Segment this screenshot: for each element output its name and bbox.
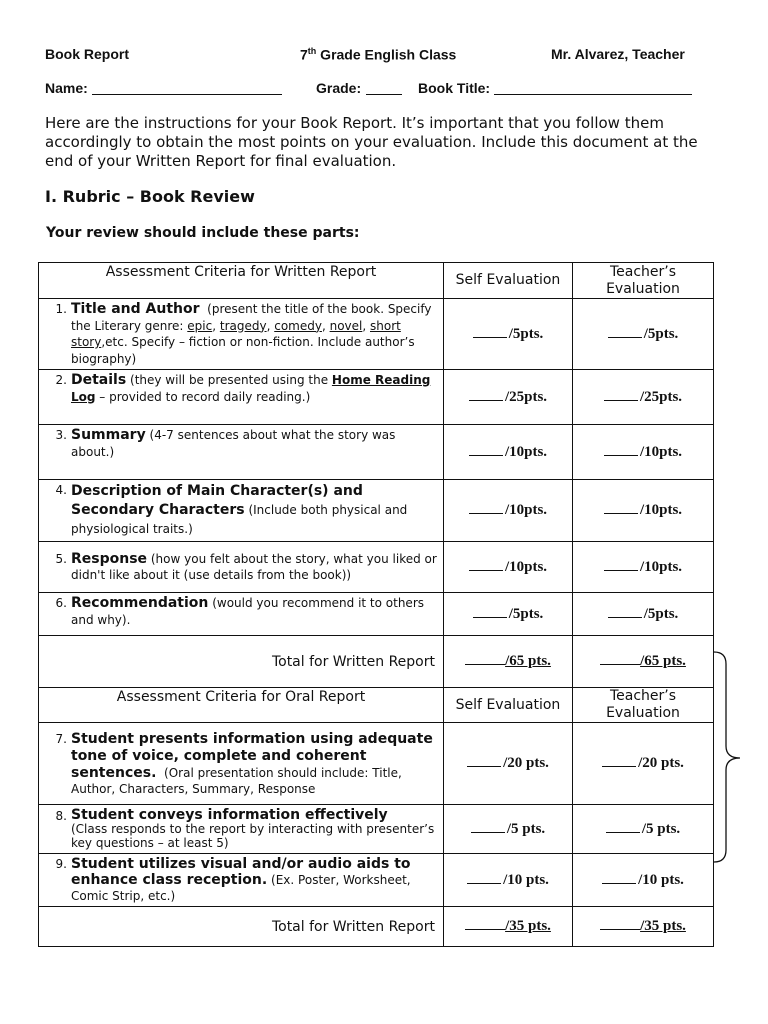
teacher-score[interactable]: /10 pts. [573,854,714,907]
self-score[interactable]: /5 pts. [444,805,573,854]
criterion-text: Details (they will be presented using the Home Reading Log – provided to record daily reading.) [71,372,431,404]
grade-field[interactable] [366,94,402,95]
table-row [39,370,714,425]
teacher-eval-header: Teacher’s Evaluation [573,263,714,299]
table-row [39,805,714,854]
criterion-text: Recommendation (would you recommend it to others and why). [71,595,425,627]
self-eval-header: Self Evaluation [444,263,573,299]
written-total-row [39,636,714,688]
written-criteria-header: Assessment Criteria for Written Report [39,263,444,299]
teacher-score[interactable]: /10pts. [573,480,714,542]
teacher-score[interactable]: /5pts. [573,299,714,370]
oral-total-teacher[interactable]: /35 pts. [573,907,714,947]
table-row [39,480,714,542]
row-number: 1. [55,302,67,316]
teacher-score[interactable]: /10pts. [573,542,714,593]
right-brace-icon [712,650,752,865]
table-row [39,425,714,480]
criterion-text: Description of Main Character(s) and Secondary Characters (Include both physical and physiological traits.) [71,483,408,536]
table-row [39,299,714,370]
criterion-text: Title and Author (present the title of the book. Specify the Literary genre: epic, tragedy, comedy, novel, short story,etc. Specify – fiction or non-fiction. Include author’s biography) [71,301,432,366]
criterion-text: Summary (4-7 sentences about what the story was about.) [71,427,396,459]
oral-header-row [39,688,714,723]
table-row [39,854,714,907]
written-total-self[interactable]: /65 pts. [444,636,573,688]
teacher-score[interactable]: /5 pts. [573,805,714,854]
table-row [39,593,714,636]
self-eval-header: Self Evaluation [444,688,573,723]
section-title: I. Rubric – Book Review [45,187,255,206]
row-number: 9. [55,857,67,871]
instructions-paragraph: Here are the instructions for your Book Report. It’s important that you follow them accordingly to obtain the most points on your evaluation. Include this document at the end of your Written Report for final evaluation. [45,114,698,170]
criterion-text: Student conveys information effectively (Class responds to the report by interacting with presenter’s key questions – at least 5) [71,807,435,850]
header-grade-class: 7th Grade English Class [300,46,457,63]
written-header-row [39,263,714,299]
self-score[interactable]: /10pts. [444,425,573,480]
subheading: Your review should include these parts: [46,225,360,241]
row-number: 3. [55,428,67,442]
self-score[interactable]: /20 pts. [444,723,573,805]
teacher-eval-header: Teacher’s Evaluation [573,688,714,723]
self-score[interactable]: /5pts. [444,299,573,370]
table-row [39,542,714,593]
self-score[interactable]: /25pts. [444,370,573,425]
criterion-text: Student utilizes visual and/or audio aids to enhance class reception. (Ex. Poster, Worksheet, Comic Strip, etc.) [71,856,411,903]
teacher-score[interactable]: /10pts. [573,425,714,480]
header-book-report: Book Report [45,46,129,62]
teacher-score[interactable]: /20 pts. [573,723,714,805]
self-score[interactable]: /10pts. [444,542,573,593]
row-number: 6. [55,596,67,610]
row-number: 5. [55,551,67,566]
name-label: Name: [45,80,88,96]
teacher-score[interactable]: /5pts. [573,593,714,636]
rubric-table [38,262,714,947]
name-field[interactable] [92,94,282,95]
grade-label: Grade: [316,80,362,96]
self-score[interactable]: /10pts. [444,480,573,542]
oral-total-self[interactable]: /35 pts. [444,907,573,947]
row-number: 8. [55,809,67,823]
oral-total-row [39,907,714,947]
book-title-label: Book Title: [418,80,491,96]
self-score[interactable]: /10 pts. [444,854,573,907]
header-teacher: Mr. Alvarez, Teacher [551,46,685,62]
table-row [39,723,714,805]
written-total-teacher[interactable]: /65 pts. [573,636,714,688]
book-title-field[interactable] [494,94,692,95]
row-number: 2. [55,373,67,387]
home-reading-log-link: Home Reading Log [71,373,431,404]
row-number: 7. [55,731,67,746]
teacher-score[interactable]: /25pts. [573,370,714,425]
self-score[interactable]: /5pts. [444,593,573,636]
criterion-text: Student presents information using adequate tone of voice, complete and coherent sentences. (Oral presentation should include: Title, Author, Characters, Summary, Response [71,730,433,796]
written-total-label: Total for Written Report [39,636,444,688]
oral-total-label: Total for Written Report [39,907,444,947]
oral-criteria-header: Assessment Criteria for Oral Report [39,688,444,723]
criterion-text: Response (how you felt about the story, what you liked or didn't like about it (use details from the book)) [71,550,437,582]
row-number: 4. [55,483,67,497]
